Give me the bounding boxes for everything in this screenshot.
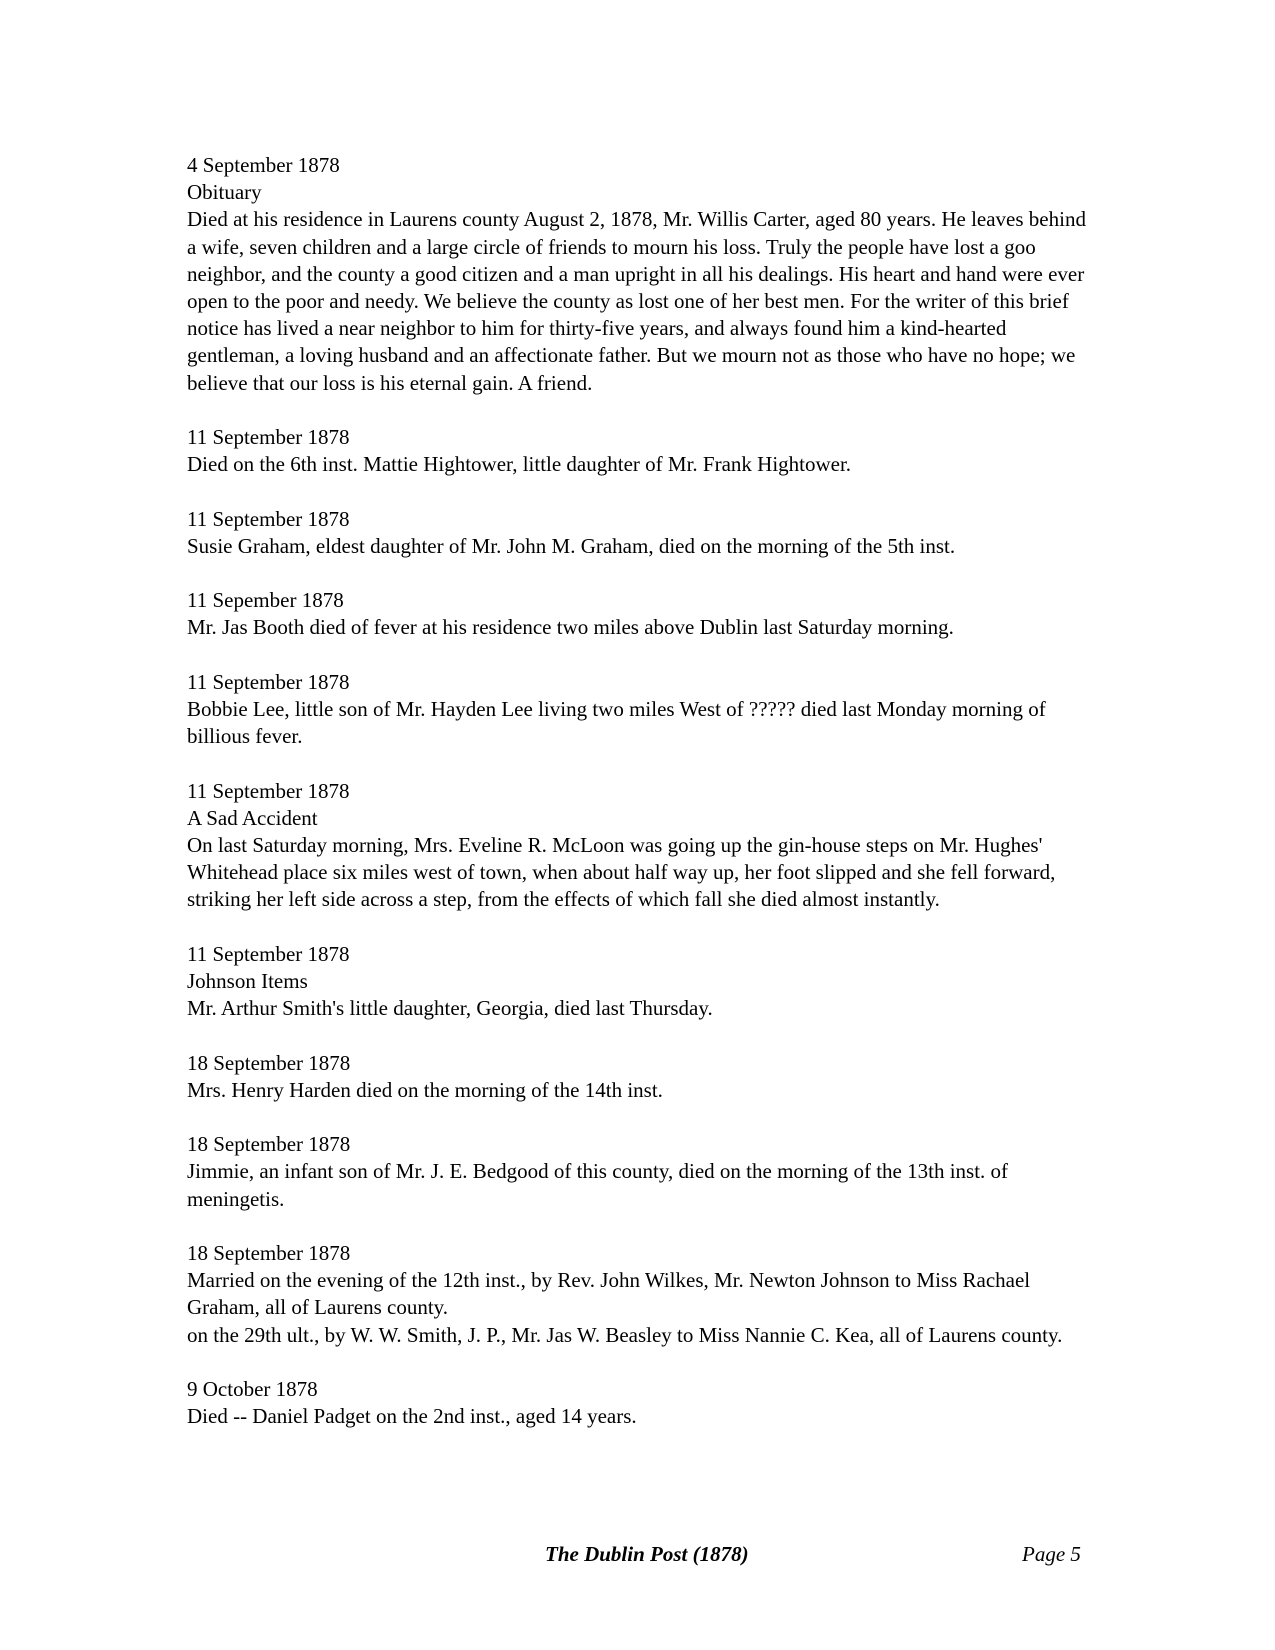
entry-text: Married on the evening of the 12th inst., by Rev. John Wilkes, Mr. Newton Johnson to Miss Rachael Graham, all of Laurens county.	[187, 1268, 1031, 1320]
entry-jas-booth	[187, 587, 1087, 641]
entry-text: Susie Graham, eldest daughter of Mr. John M. Graham, died on the morning of the 5th inst.	[187, 533, 956, 558]
entry-marriages	[187, 1240, 1087, 1349]
entry-obituary-willis-carter	[187, 152, 1087, 397]
entry-text: Died at his residence in Laurens county August 2, 1878, Mr. Willis Carter, aged 80 years. He leaves behind a wife, seven children and a large circle of friends to mourn his loss. Truly the people have lost a goo neighbor, and the county a good citizen and a man upright in all his dealings. His heart and hand were ever open to the poor and needy. We believe the county as lost one of her best men. For the writer of this brief notice has lived a near neighbor to him for thirty-five years, and always found him a kind-hearted gentleman, a loving husband and an affectionate father. But we mourn not as those who have no hope; we believe that our loss is his eternal gain. A friend.	[187, 207, 1086, 395]
entry-heading: A Sad Accident	[187, 805, 318, 830]
entry-date: 11 September 1878	[187, 669, 350, 694]
entry-date: 18 September 1878	[187, 1050, 351, 1075]
document-body	[187, 152, 1087, 1458]
entry-johnson-items	[187, 941, 1087, 1023]
entry-text: Jimmie, an infant son of Mr. J. E. Bedgood of this county, died on the morning of the 13th inst. of meningetis.	[187, 1159, 1009, 1211]
entry-text: Mr. Jas Booth died of fever at his residence two miles above Dublin last Saturday morning.	[187, 615, 954, 640]
entry-text: On last Saturday morning, Mrs. Eveline R. McLoon was going up the gin-house steps on Mr. Hughes' Whitehead place six miles west of town, when about half way up, her foot slipped and she fell forward, striking her left side across a step, from the effects of which fall she died almost instantly.	[187, 833, 1056, 912]
entry-text: on the 29th ult., by W. W. Smith, J. P., Mr. Jas W. Beasley to Miss Nannie C. Kea, all of Laurens county.	[187, 1322, 1063, 1347]
entry-date: 11 September 1878	[187, 941, 350, 966]
page-footer	[0, 1542, 1275, 1570]
entry-text: Bobbie Lee, little son of Mr. Hayden Lee living two miles West of ????? died last Monday morning of billious fever.	[187, 697, 1046, 749]
entry-bobbie-lee	[187, 669, 1087, 751]
entry-jimmie-bedgood	[187, 1131, 1087, 1213]
entry-susie-graham	[187, 506, 1087, 560]
entry-mattie-hightower	[187, 424, 1087, 478]
entry-date: 18 September 1878	[187, 1132, 351, 1157]
entry-henry-harden	[187, 1050, 1087, 1104]
entry-text: Died -- Daniel Padget on the 2nd inst., aged 14 years.	[187, 1404, 637, 1429]
entry-date: 11 September 1878	[187, 506, 350, 531]
entry-daniel-padget	[187, 1376, 1087, 1430]
entry-heading: Obituary	[187, 180, 262, 205]
publication-title: The Dublin Post (1878)	[545, 1542, 749, 1566]
entry-text: Died on the 6th inst. Mattie Hightower, little daughter of Mr. Frank Hightower.	[187, 452, 852, 477]
entry-text: Mr. Arthur Smith's little daughter, Georgia, died last Thursday.	[187, 996, 713, 1021]
entry-sad-accident	[187, 778, 1087, 914]
entry-date: 11 September 1878	[187, 425, 350, 450]
entry-date: 4 September 1878	[187, 153, 340, 177]
entry-text: Mrs. Henry Harden died on the morning of the 14th inst.	[187, 1077, 663, 1102]
entry-heading: Johnson Items	[187, 969, 308, 993]
entry-date: 18 September 1878	[187, 1240, 351, 1265]
entry-date: 11 Sepember 1878	[187, 588, 344, 613]
page-number: Page 5	[1022, 1542, 1081, 1566]
entry-date: 11 September 1878	[187, 778, 350, 803]
entry-date: 9 October 1878	[187, 1376, 318, 1401]
